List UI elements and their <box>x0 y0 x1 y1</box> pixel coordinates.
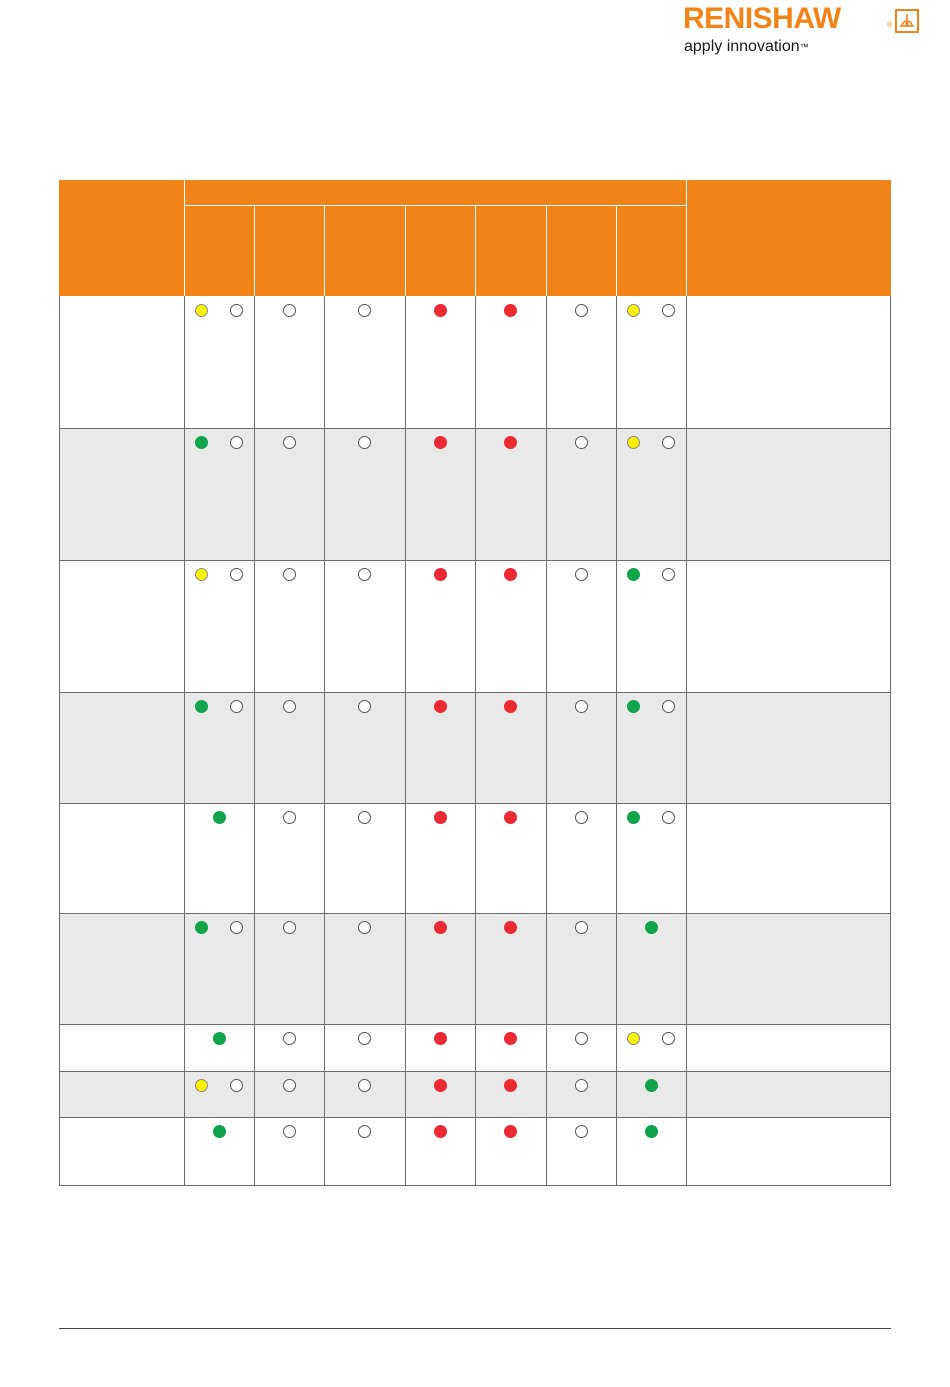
header-subdivider <box>616 205 617 296</box>
empty-dot <box>230 700 243 713</box>
empty-dot <box>230 1079 243 1092</box>
red-dot <box>504 1032 517 1045</box>
column-divider <box>475 296 476 1186</box>
empty-dot <box>575 436 588 449</box>
registered-mark: ® <box>887 22 893 29</box>
green-dot <box>645 1125 658 1138</box>
green-dot <box>195 700 208 713</box>
red-dot <box>504 1125 517 1138</box>
empty-dot <box>230 568 243 581</box>
header-subdivider <box>475 205 476 296</box>
header-subdivider <box>254 205 255 296</box>
empty-dot <box>575 1125 588 1138</box>
header-subdivider <box>324 205 325 296</box>
green-dot <box>213 811 226 824</box>
empty-dot <box>662 1032 675 1045</box>
empty-dot <box>230 436 243 449</box>
column-divider <box>616 296 617 1186</box>
empty-dot <box>575 921 588 934</box>
yellow-dot <box>195 304 208 317</box>
green-dot <box>195 436 208 449</box>
empty-dot <box>575 811 588 824</box>
green-dot <box>645 1079 658 1092</box>
renishaw-logo <box>683 4 928 64</box>
green-dot <box>213 1032 226 1045</box>
empty-dot <box>575 1032 588 1045</box>
table-right-border <box>890 296 891 1186</box>
empty-dot <box>283 1032 296 1045</box>
red-dot <box>434 1079 447 1092</box>
green-dot <box>645 921 658 934</box>
empty-dot <box>358 304 371 317</box>
empty-dot <box>358 700 371 713</box>
empty-dot <box>358 1032 371 1045</box>
red-dot <box>434 700 447 713</box>
empty-dot <box>575 700 588 713</box>
header-subdivider <box>405 205 406 296</box>
red-dot <box>504 921 517 934</box>
table-left-border <box>59 296 60 1186</box>
empty-dot <box>662 811 675 824</box>
tagline-text: apply innovation <box>684 38 800 55</box>
yellow-dot <box>627 436 640 449</box>
red-dot <box>504 304 517 317</box>
empty-dot <box>358 1125 371 1138</box>
footer-divider <box>59 1328 891 1329</box>
yellow-dot <box>627 304 640 317</box>
green-dot <box>195 921 208 934</box>
green-dot <box>213 1125 226 1138</box>
empty-dot <box>230 921 243 934</box>
header-subdivider <box>546 205 547 296</box>
empty-dot <box>283 700 296 713</box>
empty-dot <box>283 811 296 824</box>
logo-wordmark: RENISHAW <box>683 2 841 35</box>
empty-dot <box>283 921 296 934</box>
red-dot <box>434 304 447 317</box>
empty-dot <box>358 1079 371 1092</box>
empty-dot <box>358 811 371 824</box>
header-group-divider <box>184 205 686 206</box>
empty-dot <box>575 568 588 581</box>
green-dot <box>627 700 640 713</box>
red-dot <box>434 1032 447 1045</box>
header-divider <box>184 180 185 296</box>
empty-dot <box>283 436 296 449</box>
column-divider <box>184 296 185 1186</box>
empty-dot <box>283 1125 296 1138</box>
empty-dot <box>575 1079 588 1092</box>
red-dot <box>504 1079 517 1092</box>
empty-dot <box>575 304 588 317</box>
logo-tagline <box>684 38 809 56</box>
column-divider <box>405 296 406 1186</box>
header-divider <box>686 180 687 296</box>
empty-dot <box>662 436 675 449</box>
empty-dot <box>358 921 371 934</box>
trademark-mark: ™ <box>799 42 809 52</box>
empty-dot <box>283 304 296 317</box>
red-dot <box>434 811 447 824</box>
compatibility-matrix <box>59 180 891 1186</box>
red-dot <box>434 436 447 449</box>
empty-dot <box>662 568 675 581</box>
red-dot <box>504 568 517 581</box>
empty-dot <box>283 1079 296 1092</box>
empty-dot <box>662 700 675 713</box>
column-divider <box>254 296 255 1186</box>
red-dot <box>434 921 447 934</box>
red-dot <box>434 1125 447 1138</box>
empty-dot <box>358 568 371 581</box>
empty-dot <box>662 304 675 317</box>
column-divider <box>686 296 687 1186</box>
green-dot <box>627 811 640 824</box>
red-dot <box>504 700 517 713</box>
empty-dot <box>230 304 243 317</box>
column-divider <box>546 296 547 1186</box>
yellow-dot <box>627 1032 640 1045</box>
yellow-dot <box>195 1079 208 1092</box>
green-dot <box>627 568 640 581</box>
red-dot <box>504 436 517 449</box>
empty-dot <box>358 436 371 449</box>
red-dot <box>434 568 447 581</box>
empty-dot <box>283 568 296 581</box>
column-divider <box>324 296 325 1186</box>
renishaw-emblem-icon <box>895 9 919 33</box>
red-dot <box>504 811 517 824</box>
yellow-dot <box>195 568 208 581</box>
